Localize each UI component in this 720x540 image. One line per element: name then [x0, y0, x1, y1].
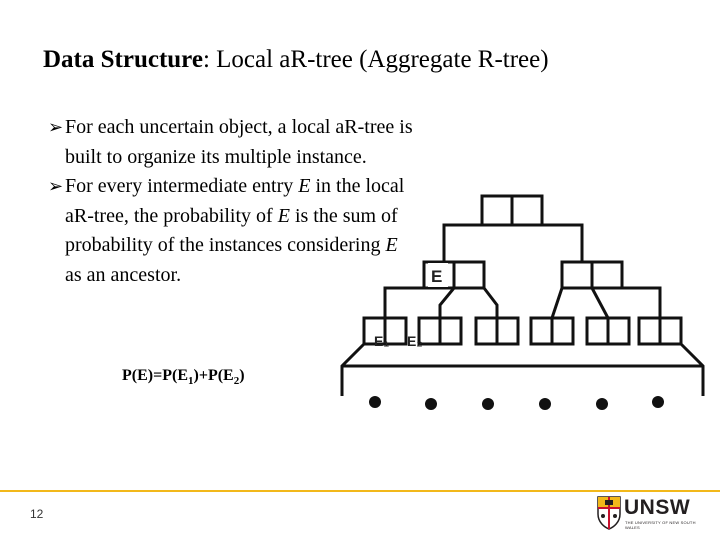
formula-subscript: 2 — [233, 375, 240, 388]
label-e2: E₂ — [407, 333, 423, 349]
bullet-2-entry-e: E — [385, 234, 398, 256]
arrow-bullet-icon: ➢ — [48, 176, 64, 197]
bullet-2-text-a: For every intermediate entry — [65, 175, 299, 197]
unsw-logo — [590, 494, 710, 534]
bullet-2-text-c: is the sum of probability of the instances considering — [65, 204, 398, 256]
page-number: 12 — [30, 507, 44, 521]
instance-point — [596, 398, 608, 410]
slide-title-bold: Data Structure — [43, 46, 203, 73]
instance-point — [482, 398, 494, 410]
label-e1: E₁ — [374, 333, 390, 349]
unsw-subtitle: THE UNIVERSITY OF NEW SOUTH WALES — [625, 520, 696, 530]
formula-subscript: 1 — [188, 375, 194, 388]
instance-point — [539, 398, 551, 410]
probability-formula — [122, 367, 245, 387]
unsw-wordmark: UNSW — [624, 496, 691, 519]
ar-tree-diagram — [330, 185, 720, 420]
arrow-bullet-icon: ➢ — [48, 117, 64, 138]
slide-title-rest: : Local aR-tree (Aggregate R-tree) — [202, 46, 549, 73]
formula-part: P(E)=P(E — [122, 367, 188, 384]
instance-point — [425, 398, 437, 410]
unsw-crest-icon — [597, 496, 621, 530]
bullet-1-text: For each uncertain object, a local aR-tree is built to organize its multiple instance. — [65, 116, 413, 168]
formula-part: )+P(E — [193, 367, 234, 384]
bullet-2-entry-e: E — [298, 175, 311, 197]
bullet-2-text-b: in the local aR-tree, the probability of — [65, 175, 405, 227]
bullet-2-text-d: as an ancestor. — [65, 263, 182, 286]
formula-part: ) — [239, 367, 245, 384]
instance-point — [652, 396, 664, 408]
instance-point — [369, 396, 381, 408]
bullet-2-entry-e: E — [277, 204, 290, 227]
footer-divider — [0, 490, 720, 492]
slide-title — [43, 44, 703, 76]
bullet-item-1 — [48, 113, 418, 172]
label-e: E — [431, 267, 443, 286]
